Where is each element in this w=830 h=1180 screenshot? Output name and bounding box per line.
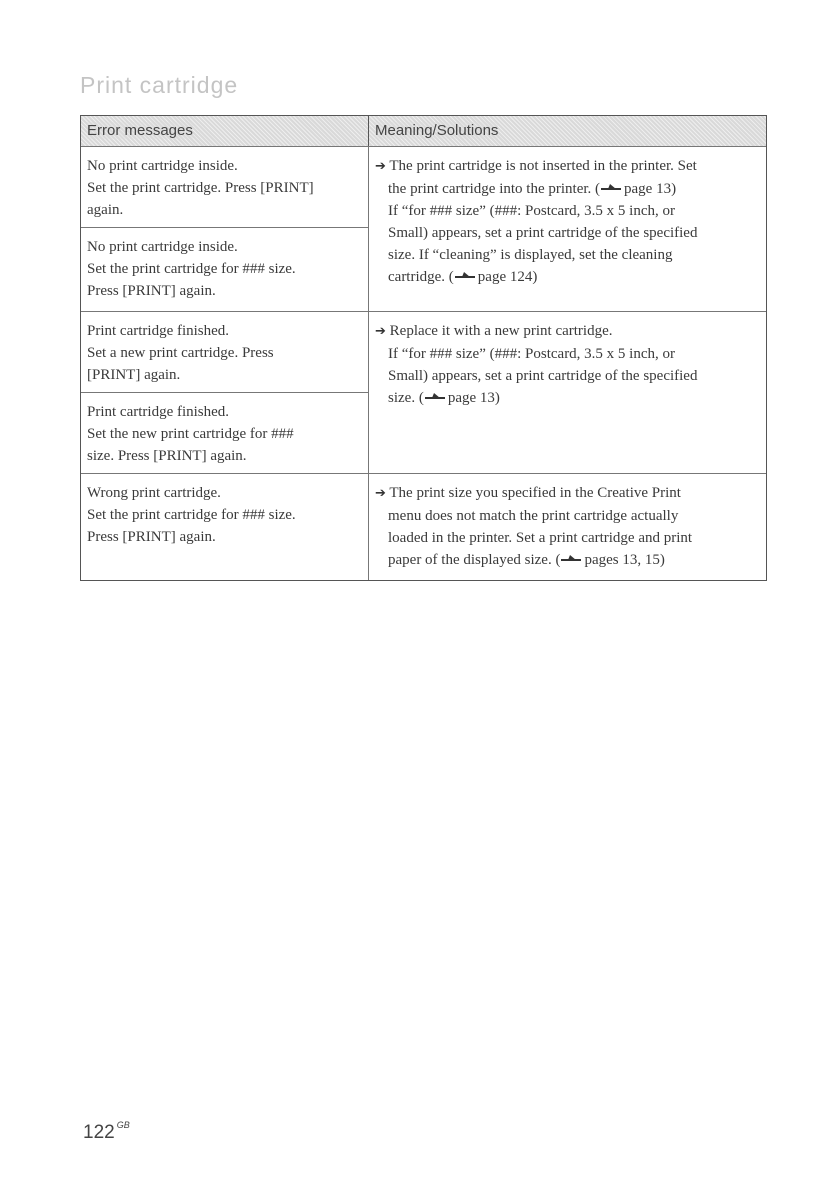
error-text: No print cartridge inside. (87, 239, 238, 255)
error-text: Press [PRINT] again. (87, 529, 216, 545)
solution-line: loaded in the printer. Set a print cartridge and print (388, 530, 693, 546)
page-reference-icon (561, 554, 583, 563)
page-reference: page 13) (447, 390, 500, 406)
page-reference-icon (455, 271, 477, 280)
solution-line: paper of the displayed size. ( (388, 552, 561, 568)
page-reference: page 13) (624, 181, 677, 197)
solution-line: Small) appears, set a print cartridge of the specified (388, 368, 698, 384)
solution-line: size. ( (388, 390, 424, 406)
solution-line: the print cartridge into the printer. ( (388, 181, 601, 197)
error-message-cell (81, 474, 369, 580)
error-text: Print cartridge finished. (87, 404, 230, 420)
error-text: Print cartridge finished. (87, 323, 230, 339)
error-message-cell (81, 393, 369, 473)
page-reference: pages 13, 15) (584, 552, 665, 568)
error-message-cell (81, 228, 369, 311)
solution-line: If “for ### size” (###: Postcard, 3.5 x 5 inch, or (388, 346, 676, 362)
header-meaning-solutions (369, 116, 766, 146)
solution-line: menu does not match the print cartridge actually (388, 508, 679, 524)
error-text: Set the print cartridge for ### size. (87, 507, 296, 523)
solution-line: The print cartridge is not inserted in the printer. Set (389, 158, 697, 174)
solution-text (375, 320, 760, 409)
header-meaning-solutions-label: Meaning/Solutions (375, 122, 499, 139)
section-title: Print cartridge (80, 72, 239, 98)
page-reference-icon (601, 183, 623, 192)
page-number (83, 1120, 130, 1144)
error-text: again. (87, 202, 124, 218)
solution-text (375, 155, 760, 288)
error-text: size. Press [PRINT] again. (87, 448, 247, 464)
page-language-code: GB (116, 1120, 130, 1130)
error-text: Set the print cartridge. Press [PRINT] (87, 180, 314, 196)
solution-line: Replace it with a new print cartridge. (389, 323, 613, 339)
header-error-messages (81, 116, 369, 146)
page-number-value: 122 (83, 1122, 115, 1143)
solution-line: cartridge. ( (388, 269, 454, 285)
error-text: Set a new print cartridge. Press (87, 345, 274, 361)
error-text: Wrong print cartridge. (87, 485, 221, 501)
error-text: Set the print cartridge for ### size. (87, 261, 296, 277)
solution-line: The print size you specified in the Creative Print (389, 485, 681, 501)
error-text: [PRINT] again. (87, 367, 181, 383)
arrow-right-icon: ➔ (375, 324, 386, 339)
page-reference: page 124) (477, 269, 538, 285)
solution-line: size. If “cleaning” is displayed, set the cleaning (388, 247, 673, 263)
solution-cell (369, 312, 766, 473)
header-error-messages-label: Error messages (87, 122, 193, 139)
arrow-right-icon: ➔ (375, 159, 386, 174)
error-message-cell (81, 312, 369, 392)
error-message-cell (81, 147, 369, 227)
error-text: No print cartridge inside. (87, 158, 238, 174)
arrow-right-icon: ➔ (375, 486, 386, 501)
solution-text (375, 482, 760, 571)
solution-line: Small) appears, set a print cartridge of the specified (388, 225, 698, 241)
error-text: Set the new print cartridge for ### (87, 426, 294, 442)
solution-line: If “for ### size” (###: Postcard, 3.5 x 5 inch, or (388, 203, 676, 219)
error-text: Press [PRINT] again. (87, 283, 216, 299)
solution-cell (369, 147, 766, 311)
error-table (80, 115, 767, 581)
solution-cell (369, 474, 766, 580)
page-reference-icon (425, 392, 447, 401)
